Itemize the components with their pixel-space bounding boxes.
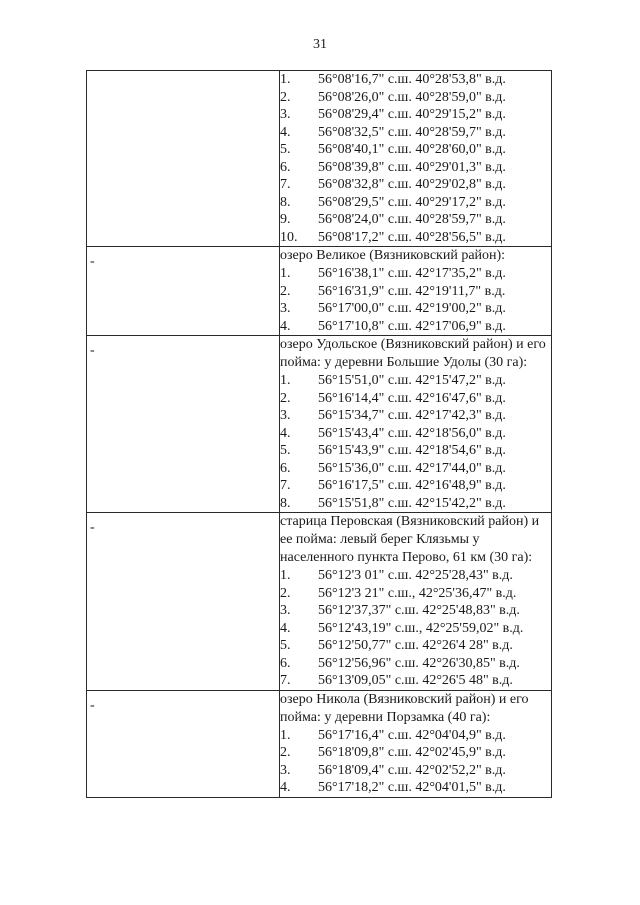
row-marker-cell xyxy=(87,690,280,797)
area-description-line: озеро Великое (Вязниковский район): xyxy=(280,248,506,263)
coordinate-point xyxy=(280,779,551,797)
point-number: 1. xyxy=(280,72,291,87)
point-number: 4. xyxy=(280,780,291,795)
coordinate-point xyxy=(280,620,551,638)
point-coordinates: 56°12'56,96" с.ш. 42°26'30,85" в.д. xyxy=(318,655,520,671)
coordinate-point xyxy=(280,372,551,390)
coordinate-point xyxy=(280,407,551,425)
area-description-line: пойма: у деревни Порзамка (40 га): xyxy=(280,709,491,725)
point-coordinates: 56°12'3 01" с.ш. 42°25'28,43" в.д. xyxy=(318,568,513,583)
point-number: 6. xyxy=(280,460,291,476)
point-number: 7. xyxy=(280,478,291,493)
point-coordinates: 56°15'43,4" с.ш. 42°18'56,0" в.д. xyxy=(318,425,506,441)
row-marker: - xyxy=(90,697,95,713)
point-number: 2. xyxy=(280,283,291,299)
point-number: 3. xyxy=(280,603,291,618)
coordinate-point xyxy=(280,655,551,673)
coordinate-point xyxy=(280,602,551,620)
area-description-line: озеро Удольское (Вязниковский район) и его xyxy=(280,337,546,352)
point-coordinates: 56°13'09,05" с.ш. 42°26'5 48" в.д. xyxy=(318,673,513,688)
point-number: 4. xyxy=(280,425,291,441)
point-coordinates: 56°16'17,5" с.ш. 42°16'48,9" в.д. xyxy=(318,478,506,493)
area-description-line: населенного пункта Перово, 61 км (30 га): xyxy=(280,550,533,565)
page-number: 31 xyxy=(313,37,327,52)
row-marker: - xyxy=(90,520,95,535)
point-coordinates: 56°08'32,5" с.ш. 40°28'59,7" в.д. xyxy=(318,124,506,140)
coordinate-point xyxy=(280,265,551,283)
point-number: 4. xyxy=(280,318,291,334)
point-number: 7. xyxy=(280,177,291,192)
coordinate-point xyxy=(280,477,551,495)
point-coordinates: 56°16'38,1" с.ш. 42°17'35,2" в.д. xyxy=(318,266,506,281)
point-number: 5. xyxy=(280,142,291,157)
coordinate-point xyxy=(280,141,551,159)
point-coordinates: 56°17'16,4" с.ш. 42°04'04,9" в.д. xyxy=(318,727,506,743)
coordinate-point xyxy=(280,318,551,336)
table-row xyxy=(87,513,552,691)
point-coordinates: 56°15'34,7" с.ш. 42°17'42,3" в.д. xyxy=(318,408,506,423)
point-number: 4. xyxy=(280,620,291,636)
point-number: 9. xyxy=(280,212,291,227)
point-number: 1. xyxy=(280,266,291,281)
point-number: 2. xyxy=(280,585,291,601)
point-coordinates: 56°18'09,4" с.ш. 42°02'52,2" в.д. xyxy=(318,762,506,778)
coordinate-point xyxy=(280,229,551,247)
point-number: 7. xyxy=(280,673,291,688)
point-coordinates: 56°16'31,9" с.ш. 42°19'11,7" в.д. xyxy=(318,283,506,299)
row-content-cell xyxy=(280,336,552,513)
row-content-cell xyxy=(280,71,552,247)
point-number: 5. xyxy=(280,638,291,653)
point-number: 4. xyxy=(280,124,291,140)
row-content-cell xyxy=(280,513,552,691)
point-coordinates: 56°12'37,37" с.ш. 42°25'48,83" в.д. xyxy=(318,603,520,618)
point-coordinates: 56°15'43,9" с.ш. 42°18'54,6" в.д. xyxy=(318,443,506,458)
table-body xyxy=(87,71,552,798)
point-number: 3. xyxy=(280,762,291,778)
table-row xyxy=(87,336,552,513)
coordinate-point xyxy=(280,637,551,655)
point-coordinates: 56°18'09,8" с.ш. 42°02'45,9" в.д. xyxy=(318,745,506,760)
row-content-cell xyxy=(280,247,552,336)
point-coordinates: 56°08'16,7" с.ш. 40°28'53,8" в.д. xyxy=(318,72,506,87)
point-number: 5. xyxy=(280,443,291,458)
coordinate-point xyxy=(280,762,551,780)
row-marker-cell xyxy=(87,513,280,691)
point-coordinates: 56°17'18,2" с.ш. 42°04'01,5" в.д. xyxy=(318,780,506,795)
area-description-line: пойма: у деревни Большие Удолы (30 га): xyxy=(280,355,528,370)
point-coordinates: 56°08'32,8" с.ш. 40°29'02,8" в.д. xyxy=(318,177,506,192)
coordinate-point xyxy=(280,159,551,177)
point-number: 3. xyxy=(280,107,291,122)
coordinate-point xyxy=(280,425,551,443)
row-marker-cell xyxy=(87,247,280,336)
point-number: 1. xyxy=(280,373,291,388)
point-coordinates: 56°15'51,8" с.ш. 42°15'42,2" в.д. xyxy=(318,495,506,511)
row-content-cell xyxy=(280,690,552,797)
coordinate-point xyxy=(280,124,551,142)
table-row xyxy=(87,71,552,247)
point-coordinates: 56°17'10,8" с.ш. 42°17'06,9" в.д. xyxy=(318,318,506,334)
coordinate-point xyxy=(280,442,551,460)
point-coordinates: 56°08'29,4" с.ш. 40°29'15,2" в.д. xyxy=(318,107,506,122)
area-description-line: старица Перовская (Вязниковский район) и xyxy=(280,514,540,529)
point-number: 8. xyxy=(280,194,291,210)
row-marker-cell xyxy=(87,336,280,513)
point-number: 3. xyxy=(280,408,291,423)
point-coordinates: 56°08'29,5" с.ш. 40°29'17,2" в.д. xyxy=(318,194,506,210)
area-description-line: озеро Никола (Вязниковский район) и его xyxy=(280,691,529,707)
coordinate-point xyxy=(280,194,551,212)
point-number: 2. xyxy=(280,390,291,406)
area-description-line: ее пойма: левый берег Клязьмы у xyxy=(280,532,480,547)
point-coordinates: 56°17'00,0" с.ш. 42°19'00,2" в.д. xyxy=(318,301,506,316)
point-coordinates: 56°12'50,77" с.ш. 42°26'4 28" в.д. xyxy=(318,638,513,653)
coordinate-point xyxy=(280,672,551,690)
point-coordinates: 56°08'40,1" с.ш. 40°28'60,0" в.д. xyxy=(318,142,506,157)
coordinate-point xyxy=(280,176,551,194)
coordinate-point xyxy=(280,300,551,318)
point-coordinates: 56°08'17,2" с.ш. 40°28'56,5" в.д. xyxy=(318,229,506,245)
coordinate-point xyxy=(280,71,551,89)
coordinate-point xyxy=(280,460,551,478)
table-row xyxy=(87,690,552,797)
point-coordinates: 56°12'43,19" с.ш., 42°25'59,02" в.д. xyxy=(318,620,524,636)
point-number: 1. xyxy=(280,568,291,583)
point-coordinates: 56°12'3 21" с.ш., 42°25'36,47" в.д. xyxy=(318,585,517,601)
row-marker: - xyxy=(90,254,95,269)
point-number: 6. xyxy=(280,159,291,175)
point-number: 3. xyxy=(280,301,291,316)
point-coordinates: 56°16'14,4" с.ш. 42°16'47,6" в.д. xyxy=(318,390,506,406)
coordinate-point xyxy=(280,211,551,229)
point-number: 6. xyxy=(280,655,291,671)
coordinates-table xyxy=(86,70,552,798)
point-number: 2. xyxy=(280,89,291,105)
point-coordinates: 56°15'51,0" с.ш. 42°15'47,2" в.д. xyxy=(318,373,506,388)
row-marker-cell xyxy=(87,71,280,247)
row-marker xyxy=(87,71,279,77)
point-coordinates: 56°08'24,0" с.ш. 40°28'59,7" в.д. xyxy=(318,212,506,227)
point-coordinates: 56°08'26,0" с.ш. 40°28'59,0" в.д. xyxy=(318,89,506,105)
coordinate-point xyxy=(280,89,551,107)
coordinate-point xyxy=(280,585,551,603)
point-number: 8. xyxy=(280,495,291,511)
coordinate-point xyxy=(280,727,551,745)
point-coordinates: 56°08'39,8" с.ш. 40°29'01,3" в.д. xyxy=(318,159,506,175)
coordinate-point xyxy=(280,283,551,301)
point-coordinates: 56°15'36,0" с.ш. 42°17'44,0" в.д. xyxy=(318,460,506,476)
point-number: 2. xyxy=(280,745,291,760)
coordinate-point xyxy=(280,744,551,762)
coordinate-point xyxy=(280,567,551,585)
point-number: 1. xyxy=(280,727,291,743)
coordinate-point xyxy=(280,106,551,124)
table-row xyxy=(87,247,552,336)
point-number: 10. xyxy=(280,229,298,245)
row-marker: - xyxy=(90,343,95,358)
coordinate-point xyxy=(280,495,551,513)
coordinate-point xyxy=(280,390,551,408)
